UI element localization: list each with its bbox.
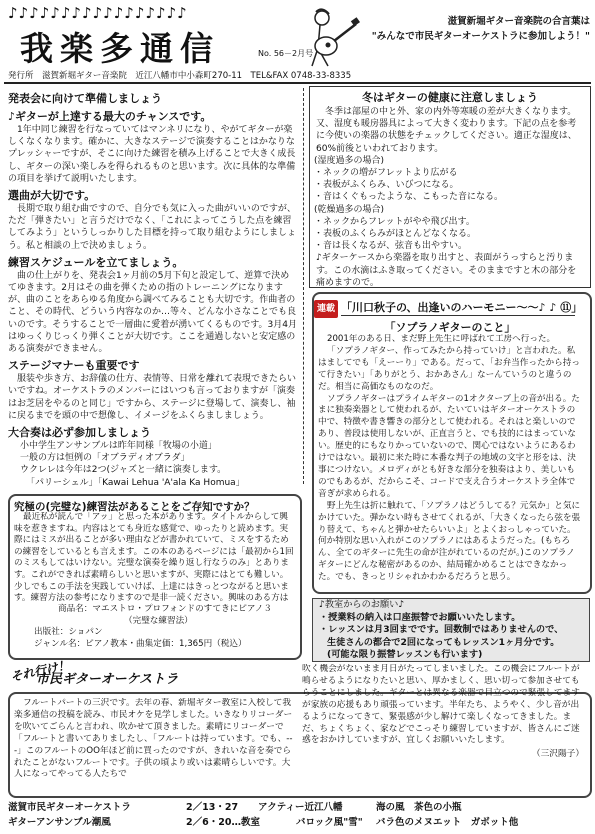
humidity-list-item: ・表板がふくらみ、いびつになる。 <box>314 180 459 191</box>
ensemble-line4: 「パリーシェル」「Kawai Lehua 'A'ala Ka Homua」 <box>26 477 245 486</box>
serial-paragraph: ソプラノギターはプライムギターの1オクターブ上の音が出る。たまに独奏楽器として使われるが、たいていはギターオーケストラの中で、特徴や書き響きの部分として使われる。それはと楽しいのであり、普段は使用しないが、正直言うと、でも技的にはまっていない。歴史的にもなりかっていないので、関心ではないようにあるわけではない。最初に来た時に本番な判子の地域の文字と形をは、決事につけない。メロディがとも好きな部分を独奏はより、美しいものでもあるが、だからこそ、コードで支え合うオーケストラ全体で音ぎが求められる。 <box>318 393 580 499</box>
request-item: (可能な限り振替レッスンも行います) <box>327 649 483 660</box>
serial-body <box>318 334 582 586</box>
serial-continued <box>318 584 582 586</box>
column-divider <box>303 88 304 484</box>
winter-care-title: 冬はギターの健康に注意しましょう <box>362 91 538 104</box>
practice-method-text: 最近私が読んで「アッ」と思った本があります。タイトルからして興味を惹きますね。内容はとても身近な感覚で、ゆったりと読めます。実際にはミスが出ることが多い理由などが書かれていて、ミスをするための練習をしているとも言えます。この本のあるページには「最初から1回のミスもしてはいけない。完璧な演奏を繰り返し行なうのみ」とあります。これができれば素晴らしいと思いますが、実際にはとても難しい。少しでもこの手法を実践していけば、上達にはきっとつながると思います。練習方法の参考になりますので是非一読ください。興味のある方は <box>14 512 294 602</box>
publisher-info: 発行所 滋賀新堀ギター音楽院 近江八幡市中小森町270-11 TEL&FAX 0748-33-8335 <box>8 71 352 81</box>
book-subtitle: （完璧な練習法） <box>124 615 193 626</box>
humidity-list-item: ・ネックの増がフレットより広がる <box>314 168 458 179</box>
humidity-list-item: ・ネックからフレットがやや飛び出す。 <box>314 216 475 227</box>
recital-article <box>8 88 298 486</box>
ensemble-line3: ウクレレは今年は2つ(ジャズと一緒に演奏します。 <box>20 465 227 476</box>
serial-tag: 連載 <box>314 300 338 318</box>
humidity-list <box>310 155 590 253</box>
slogan-line2: "みんなで市民ギターオーケストラに参加しよう！" <box>371 31 590 42</box>
manner-text: 服装や歩き方、お辞儀の仕方、表情等、日常を離れて表現できたらいいですね。オーケストラのメンバーにはいつも言っておりますが「演奏はお芝居をやるのと同じ」ですから、ステージに登場して、演奏し、袖に戻るまでを頭の中で想像し、イメージをふくらましましょう。 <box>8 374 297 421</box>
music-notes-decoration: ♪♪♪♪♪♪♪♪♪♪♪♪♪♪♪♪♪ <box>8 4 188 22</box>
request-item: ・レッスンは月3回までです。回数制ではありませんので、 <box>319 624 564 635</box>
orchestra-letter-right <box>302 664 584 790</box>
pieces: 海の風 茶色の小瓶 <box>376 802 462 813</box>
ensemble-line2: 一般の方は恒例の「オブラディオブラダ」 <box>20 453 190 464</box>
schedule-heading: 練習スケジュールを立てましょう。 <box>8 255 184 269</box>
book-publisher: 出版社：ショパン <box>34 627 103 638</box>
ensemble-heading: 大合奏は必ず参加しましょう <box>8 426 151 440</box>
request-item: 生徒さんの都合で2回になってもレッスン1ヶ月分です。 <box>327 636 560 648</box>
issue-number: No. 56－2月号 <box>258 49 314 58</box>
winter-care-box <box>309 86 591 288</box>
practice-method-text-wrap <box>14 512 294 602</box>
book-info <box>34 604 272 650</box>
banner-orchestra: 市民ギターオーケストラ <box>36 672 179 687</box>
song-selection-heading: 選曲が大切です。 <box>8 189 96 203</box>
request-heading: ♪教室からのお願い♪ <box>319 599 405 610</box>
group-name: 滋賀市民ギターオーケストラ <box>8 802 131 813</box>
winter-care-intro: 冬季は部屋の中と外、家の内外等寒暖の差が大きくなります。又、湿度も暖房器具によって大きく変わります。下記の点を参考に今使いの楽器の状態をチェックしてください。適正な湿度は、60%前後といわれております。 <box>316 107 577 154</box>
request-item: ・授業料の納入は口座振替でお願いいたします。 <box>319 611 521 623</box>
banner-go: それ行け！ <box>9 657 71 685</box>
serial-paragraph: 野上先生は折に触れて、「ソプラノはどうしてる？元気か」と気にかけていた。弾かない時もさせてくれるが、「大きくなったら弦を張り替えて、ちゃんと弾かせたらいいよ」とよくおっしゃっていた。何か特別な思い入れがこのソプラノにはあるようだった。(もちろん、全てのギターに先生の命が注がれているのだが。)このソプラノギターにどんな秘密があるのか、結局確かめることはできなかった。でも、きっとリシゃれかわかるだろうと思う。 <box>318 500 581 583</box>
schedule-row <box>8 800 592 815</box>
venue: バロック風"雪" <box>296 817 363 828</box>
schedule-text: 曲の仕上がりを、発表会1ヶ月前の5月下旬と設定して、逆算で決めてゆきます。2月はその曲を弾くための指のトレーニングになりますが、曲のことをあらゆる角度から調べてみることも大切です。作曲者のこと、その時代、どういう内容なのか…等々、どんな小さなことでも良いのです。そうすることで一層曲に愛着が湧いてくるものです。3月4月はゆっくりじっくり弾くことが大切です。ここを通過しないと安定感のある演奏ができません。 <box>8 270 298 355</box>
humidity-list-item: (湿度過多の場合) <box>314 155 385 166</box>
header-divider <box>4 82 591 84</box>
orchestra-letter-text: フルートパートの三沢です。去年の春、新堀ギター教室に入校して我楽多通信の投稿を読み、市民オケを見学しました。いきなりリコーダーを吹いてごらんと言われ、吹かせて頂きました。素晴にリコーダーで「フルートと書いてありましたし、「フルートは持っています。でも、---」このフルートのOO年ほど前に買ったのですが、きれいな音を奏でられたことがないフルートです。子供の頃より或いは素晴らしいです。大人になってやってる人たちで <box>14 698 293 780</box>
book-genre-price: ジャンル名：ピアノ教本・曲集定価：1,365円（税込） <box>34 638 247 649</box>
serial-paragraph: 2001年のある日、まだ野上先生に呼ばれて工房へ行った。 <box>327 334 556 344</box>
song-selection-text: 長期で取り組む曲ですので、自分でも気に入った曲がいいのですが、ただ「弾きたい」と言うだけでなく、「これによってこうした点を練習してみよう」というしっかりした目標を持って取り組むようにしましょう。私と相談の上で決めましょう。 <box>8 204 297 251</box>
school-request-box <box>312 598 590 662</box>
slogan-line1: 滋賀新堀ギター音楽院の合言葉は <box>447 16 590 27</box>
serial-title: 「川口秋子の、出逢いのハーモニー～～♪ ♪ ⑪」 <box>341 301 583 314</box>
winter-care-note: ♪ギターケースから楽器を取り出すと、表面がうっすらと汚ります。この水滴はふき取ってください。そのままですと木の部分を痛めますので。 <box>316 253 577 288</box>
rehearsal-schedule <box>8 800 592 830</box>
pieces: バラ色のメヌエット ガボット他 <box>376 817 519 828</box>
venue: アクティー近江八幡 <box>258 802 343 813</box>
recital-intro: 1年中同じ練習を行なっていてはマンネリになり、やがてギターが楽しくなくなります。確かに、大きなステージで演奏することはかなりなプレッシャーですが、そこに向けた練習を積み上げることで大きく成長し、ギターの深い楽しみを得られるものと思います。次に具体的な準備の項目を挙げて説明いたします。 <box>8 125 296 184</box>
letter-signature: （三沢陽子） <box>531 749 584 760</box>
guitar-player-icon <box>300 8 360 70</box>
serial-subtitle: 「ソプラノギターのこと」 <box>384 321 516 334</box>
humidity-list-item: (乾燥過多の場合) <box>314 204 385 215</box>
ensemble-line1: 小中学生アンサンブルは昨年同様「牧場の小道」 <box>20 441 217 452</box>
humidity-list-item: ・音は長くなるが、弦音も出やすい。 <box>314 241 468 252</box>
manner-heading: ステージマナーも重要です <box>8 359 140 373</box>
group-name: ギターアンサンブル潮風 <box>8 817 111 828</box>
newsletter-title: 我楽多通信 <box>20 29 220 68</box>
recital-subheading: ♪ギターが上達する最大のチャンスです。 <box>8 110 212 123</box>
dates: 2／6・20…教室 <box>186 817 260 828</box>
orchestra-letter-text-cont: 吹く機会がないまま月日がたってしまいました。この機会にフルートが鳴らせるようになりたいと思い、厚かましく、思い切って参加させてもらうことにしました。ギターとは異なる楽器で目立つので緊張してますが家族の応援もあり頑張っています。半年たち、ようやく、少し音が出るようになってきて、緊張感が少し解けて楽しくなってきました。まだ、ちょくちょく、家などでこっそり練習していますが、皆さんにご迷惑をおかけしていますが、宜しくお願いいたします。 <box>302 664 580 746</box>
slogan <box>362 14 590 44</box>
orchestra-letter-left <box>14 698 294 794</box>
humidity-list-item: ・音はくぐもったような、こもった音になる。 <box>314 192 504 203</box>
dates: 2／13・27 <box>186 802 239 813</box>
humidity-list-item: ・表板のふくらみがほとんどなくなる。 <box>314 229 477 240</box>
practice-method-title: 究極の(完璧な)練習法があることをご存知ですか？ <box>14 501 255 513</box>
recital-heading: 発表会に向けて準備しましょう <box>8 92 162 105</box>
schedule-row <box>8 815 592 830</box>
serial-paragraph: 「ソプラノギター、作ってみたから持っていけ」と言われた。私はましてでも「えーーり」である。だって、「お弁当作ったから持って行きたい」「ありがとう、おかあさん」なーんていうのと違うのだ。相当に高価なものなのだ。 <box>318 345 580 392</box>
book-title: 商品名：マエストロ・プロフォンドのすてきにピアノ３ <box>58 604 272 614</box>
